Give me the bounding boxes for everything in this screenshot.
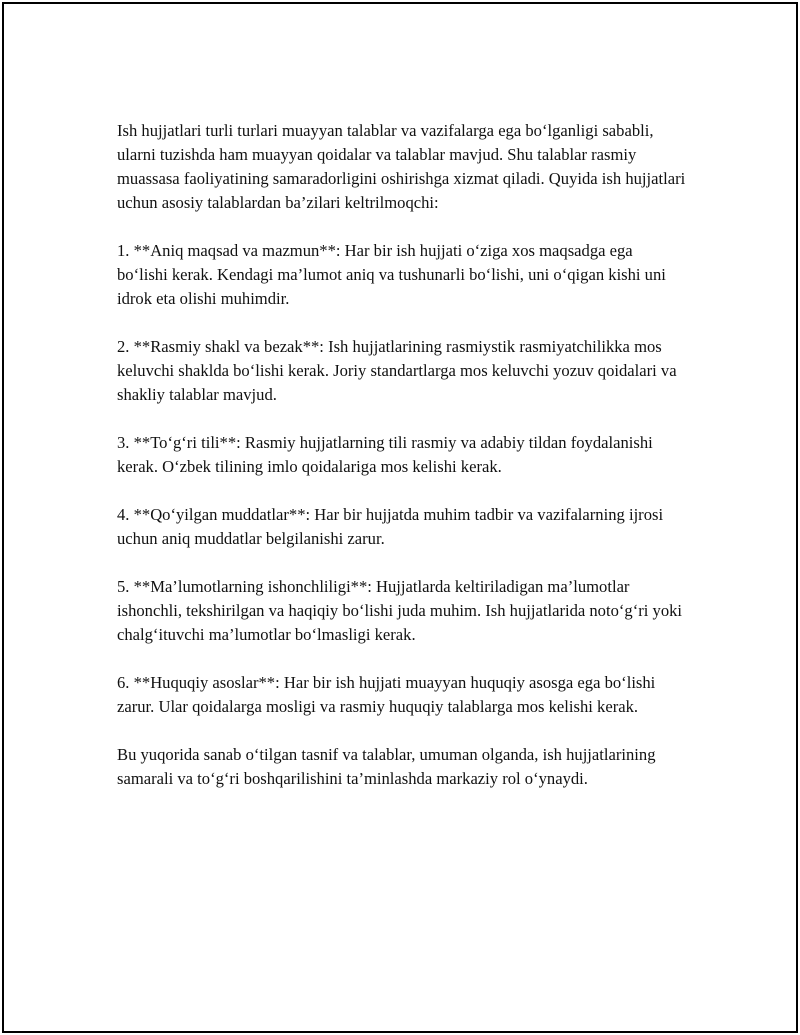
conclusion-paragraph: Bu yuqorida sanab o‘tilgan tasnif va talablar, umuman olganda, ish hujjatlarining samarali va to‘g‘ri boshqarilishini ta’minlashda markaziy rol o‘ynaydi. xyxy=(117,745,656,788)
intro-paragraph: Ish hujjatlari turli turlari muayyan talablar va vazifalarga ega bo‘lganligi sababli, ularni tuzishda ham muayyan qoidalar va talablar mavjud. Shu talablar rasmiy muassasa faoliyatining samaradorligini oshirishga xizmat qiladi. Quyida ish hujjatlari uchun asosiy talablardan ba’zilari keltrilmoqchi: xyxy=(117,121,686,212)
list-item-6: 6. **Huquqiy asoslar**: Har bir ish hujjati muayyan huquqiy asosga ega bo‘lishi zarur. Ular qoidalarga mosligi va rasmiy huquqiy talablarga mos kelishi kerak. xyxy=(117,673,656,716)
list-item-3: 3. **To‘g‘ri tili**: Rasmiy hujjatlarning tili rasmiy va adabiy tildan foydalanishi kerak. O‘zbek tilining imlo qoidalariga mos kelishi kerak. xyxy=(117,433,653,476)
document-body xyxy=(117,119,687,791)
list-item-2: 2. **Rasmiy shakl va bezak**: Ish hujjatlarining rasmiystik rasmiyatchilikka mos keluvchi shaklda bo‘lishi kerak. Joriy standartlarga mos keluvchi yozuv qoidalari va shakliy talablar mavjud. xyxy=(117,337,677,404)
list-item-5: 5. **Ma’lumotlarning ishonchliligi**: Hujjatlarda keltiriladigan ma’lumotlar ishonchli, tekshirilgan va haqiqiy bo‘lishi juda muhim. Ish hujjatlarida noto‘g‘ri yoki chalg‘ituvchi ma’lumotlar bo‘lmasligi kerak. xyxy=(117,577,683,644)
list-item-1: 1. **Aniq maqsad va mazmun**: Har bir ish hujjati o‘ziga xos maqsadga ega bo‘lishi kerak. Kendagi ma’lumot aniq va tushunarli bo‘lishi, uni o‘qigan kishi uni idrok eta olishi muhimdir. xyxy=(117,241,666,308)
list-item-4: 4. **Qo‘yilgan muddatlar**: Har bir hujjatda muhim tadbir va vazifalarning ijrosi uchun aniq muddatlar belgilanishi zarur. xyxy=(117,505,664,548)
